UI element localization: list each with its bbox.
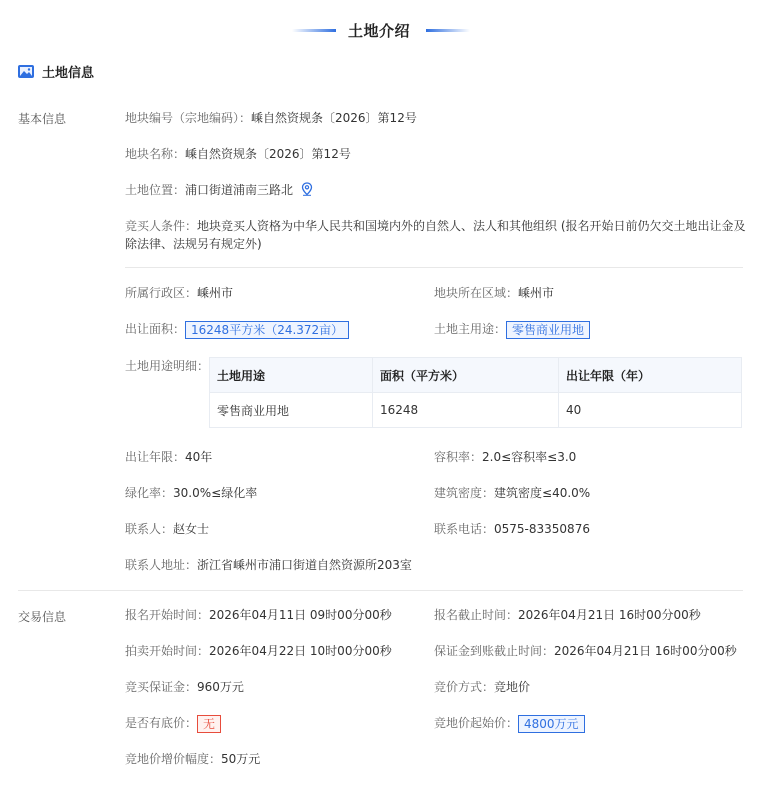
green-label: 绿化率： [125,486,174,500]
increment-label: 竞地价增价幅度： [125,752,222,766]
reg-start-value: 2026年04月11日 09时00分00秒 [209,608,392,622]
reserve-tag: 无 [197,715,221,733]
term-value: 40年 [185,450,213,464]
green-value: 30.0%≤绿化率 [173,486,258,500]
area-label: 出让面积： [125,322,186,336]
contact-value: 赵女士 [173,522,210,536]
divider [125,267,743,268]
page-title: 土地介绍 [348,22,411,40]
main-use-row [434,320,590,339]
region-row [434,284,554,302]
image-icon [18,65,34,78]
table-header-row [210,358,742,393]
main-use-tag: 零售商业用地 [506,321,590,339]
contact-label: 联系人： [125,522,174,536]
density-label: 建筑密度： [434,486,495,500]
increment-value: 50万元 [221,752,261,766]
parcel-name-row [125,145,351,163]
phone-value: 0575-83350876 [494,522,590,536]
deposit-deadline-label: 保证金到账截止时间： [434,644,555,658]
region-value: 嵊州市 [518,286,555,300]
green-row [125,484,257,502]
area-tag: 16248平方米（24.372亩） [185,321,349,339]
region-label: 地块所在区域： [434,286,519,300]
section-title: 土地信息 [42,65,95,81]
use-detail-label [125,357,209,375]
parcel-name-label: 地块名称： [125,147,186,161]
phone-row [434,520,590,538]
use-detail-table [209,357,742,428]
reg-end-label: 报名截止时间： [434,608,519,622]
address-value: 浙江省嵊州市浦口街道自然资源所203室 [197,558,412,572]
map-pin-icon[interactable] [301,182,313,196]
method-row [434,678,530,696]
address-label: 联系人地址： [125,558,198,572]
bidder-condition-label: 竞买人条件： [125,219,198,233]
reg-end-value: 2026年04月21日 16时00分00秒 [518,608,701,622]
bidder-condition-row [125,217,747,253]
main-use-label: 土地主用途： [434,322,507,336]
table-header-cell: 面积（平方米） [373,358,559,393]
auction-start-label: 拍卖开始时间： [125,644,210,658]
phone-label: 联系电话： [434,522,495,536]
density-value: 建筑密度≤40.0% [494,486,591,500]
reg-end-row [434,606,701,624]
page-title-bar [0,18,759,42]
location-row [125,181,313,199]
title-decoration-right [426,29,470,32]
use-detail-label-text: 土地用途明细： [125,359,210,373]
parcel-no-value: 嵊自然资规条〔2026〕第12号 [251,111,417,125]
parcel-no-label: 地块编号（宗地编码）： [125,111,252,125]
bidder-condition-value: 地块竞买人资格为中华人民共和国境内外的自然人、法人和其他组织 (报名开始日前仍欠交土地出让金及除法律、法规另有规定外) [125,219,746,251]
term-row [125,448,212,466]
deposit-value: 960万元 [197,680,244,694]
table-cell: 40 [559,393,742,428]
table-cell: 零售商业用地 [210,393,373,428]
basic-info-label: 基本信息 [18,112,67,126]
far-value: 2.0≤容积率≤3.0 [482,450,577,464]
title-decoration-left [292,29,336,32]
reserve-row [125,714,221,733]
increment-row [125,750,260,768]
section-divider [18,590,743,591]
reserve-label: 是否有底价： [125,716,198,730]
deposit-row [125,678,244,696]
deposit-deadline-value: 2026年04月21日 16时00分00秒 [554,644,737,658]
far-row [434,448,576,466]
district-value: 嵊州市 [197,286,234,300]
deposit-label: 竞买保证金： [125,680,198,694]
address-row [125,556,412,574]
auction-start-row [125,642,392,660]
section-header [18,62,94,80]
district-label: 所属行政区： [125,286,198,300]
trade-info-label: 交易信息 [18,610,67,624]
location-value: 浦口街道浦南三路北 [185,183,294,197]
method-label: 竞价方式： [434,680,495,694]
start-price-tag: 4800万元 [518,715,585,733]
parcel-name-value: 嵊自然资规条〔2026〕第12号 [185,147,351,161]
deposit-deadline-row [434,642,737,660]
parcel-no-row [125,109,417,127]
table-header-cell: 土地用途 [210,358,373,393]
density-row [434,484,590,502]
start-price-label: 竞地价起始价： [434,716,519,730]
area-row [125,320,349,339]
start-price-row [434,714,585,733]
term-label: 出让年限： [125,450,186,464]
reg-start-row [125,606,392,624]
contact-row [125,520,209,538]
table-row [210,393,742,428]
reg-start-label: 报名开始时间： [125,608,210,622]
district-row [125,284,233,302]
table-header-cell: 出让年限（年） [559,358,742,393]
table-cell: 16248 [373,393,559,428]
far-label: 容积率： [434,450,483,464]
method-value: 竞地价 [494,680,531,694]
auction-start-value: 2026年04月22日 10时00分00秒 [209,644,392,658]
location-label: 土地位置： [125,183,186,197]
